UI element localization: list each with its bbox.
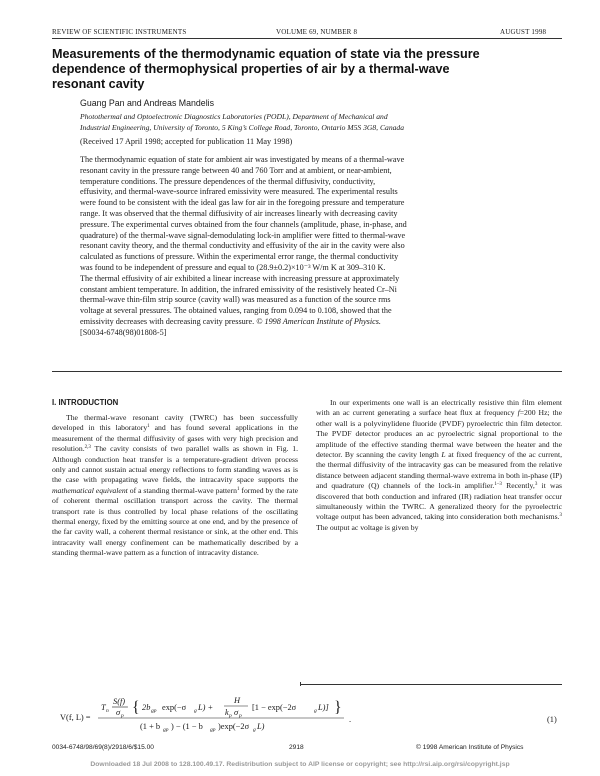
text-run: =200 Hz; the other wall is a polyvinylidene fluoride (PVDF) pyroelectric thin film detector. The PVDF detector produces an ac pyroelectric signal proportional to the amplitude of the effective standing thermal wave between the heater and the detector. By scanning the cavity length [316,408,562,460]
text-run: at fixed frequency of the ac current, the thermal diffusivity of the intracavity gas can be measured from the relative distance between adjacent standing thermal-wave extrema in both in-phase (IP) and quadrature (Q) channels of the lock-in amplifier. [316,450,562,491]
authors: Guang Pan and Andreas Mandelis [80,98,215,108]
abstract-line [80,317,550,328]
eq-den-mid-sub: gp [210,727,216,733]
left-column [52,413,298,559]
eq-right-brace: } [334,699,342,716]
title-line: resonant cavity [52,77,145,91]
eq-exp1: exp(−σ [162,703,187,712]
section-heading: I. INTRODUCTION [52,398,119,407]
equation-1 [52,694,562,738]
text-run: The cavity consists of two parallel walls as shown in Fig. 1. Although conduction heat transfer is a temperature-gradient driven process only and cannot sustain actual energy reflections to form standing waves as is the case with propagating wave fields, the intracavity space supports the [52,444,298,485]
abstract-line: The thermodynamic equation of state for ambient air was investigated by means of a thermal-wave [80,155,405,164]
abstract-rule [52,371,562,372]
citation: 2,3 [84,445,91,451]
text-run: In our experiments one wall is an electrically resistive thin film element with an ac current generating a surface heat flux at frequency [316,398,562,418]
eq-sigma: σ [116,708,121,717]
eq-exp1-tail: L) + [198,703,214,712]
math-var: f [517,408,520,418]
paper-title [52,47,562,92]
doi-code: [S0034-6748(98)01808-5] [80,327,167,337]
header-rule [52,38,562,39]
eq-b-sub: gp [151,708,157,714]
eq-sigma-sub: p [121,713,124,719]
citation: 1–3 [494,482,502,488]
abstract-line: quadrature) of the thermal-wave signal-demodulating lock-in amplifier were fitted to thermal-wave [80,230,406,240]
page-number: 2918 [289,744,304,751]
eq-bracket: [1 − exp(−2σ [252,703,297,712]
text-run: and has found several applications in the measurement of the thermal diffusivity of gases with very high precision and resolution. [52,423,298,454]
citation: 1 [147,424,150,430]
abstract-line: resonant cavity in the pressure range between 40 and 760 Torr and at ambient, or near-ambient, [80,165,392,175]
eq-left-brace: { [132,699,140,716]
column-end-rule [300,684,562,685]
experiment-paragraph [316,398,562,533]
abstract-line: voltage at several pressures. The obtained values, ranging from 0.094 to 0.108, showed that the [80,306,392,316]
title-line: dependence of thermophysical properties of air by a thermal-wave [52,62,450,76]
eq-T: T [101,703,106,712]
eq-kp-sub: p [229,713,232,719]
eq-exp1-sub: g [194,708,197,714]
eq-H: H [234,696,241,705]
footer-code: 0034-6748/98/69(8)/2918/6/$15.00 [52,744,154,751]
eq-bracket-tail: L)] [318,703,329,712]
eq-b: 2b [142,703,151,712]
affiliation-line: Photothermal and Optoelectronic Diagnostics Laboratories (PODL), Department of Mechanical and [80,112,388,121]
abstract-line: were found to be consistent with the ideal gas law for air in the foregoing pressure and temperature [80,198,405,208]
emphasis: mathematical equivalent [52,485,128,495]
copyright-inline: © 1998 American Institute of Physics. [256,316,381,326]
eq-den-end: L) [257,722,265,731]
citation: 1 [236,486,240,492]
abstract-line: temperature conditions. The pressure dependences of the thermal diffusivity, conductivity, [80,176,376,186]
download-notice: Downloaded 18 Jul 2008 to 128.100.49.17. Redistribution subject to AIP license or copyright; see http://rsi.aip.org/rsi/copyright.jsp [90,761,510,768]
volume-number: VOLUME 69, NUMBER 8 [276,28,358,36]
title-line: Measurements of the thermodynamic equation of state via the pressure [52,47,480,61]
eq-bracket-sub: g [314,708,317,714]
eq-den-tail: )exp(−2σ [218,722,250,731]
text-run: formed by the rate of coherent thermal oscillation transport across the cavity. The thermal transport rate is thus controlled by local phase relations of the oscillating thermal energy, fixed by the emitting source at one end, and by the presence of the far cavity wall, a coherent thermal resistance or sink, at the other end. This intracavity wall energy confinement can be mathematically described by a standing thermal-wave pattern as a function of intracavity distance. [52,485,298,558]
abstract-line-text: emissivity decreases with decreasing cavity pressure. [80,316,255,326]
abstract-line: effusivity, and thermal-wave-source infrared emissivity were measured. The experimental results [80,187,398,197]
eq-kp: k [225,708,229,717]
eq-den: (1 + b [140,722,161,731]
eq-Sf: S(f) [113,697,126,706]
abstract-line: range. It was observed that the thermal diffusivity of air increases linearly with decreasing cavity [80,208,398,218]
abstract-line: The thermal effusivity of air exhibited a linear increase with increasing pressure at approximately [80,273,400,283]
abstract-line: was found to be independent of pressure and equal to (28.9±0.2)×10⁻³ W/m K at 309–310 K. [80,262,386,272]
abstract [80,155,550,339]
abstract-line: pressure. The experimental curves obtained from the four channels (amplitude, phase, in-phase, and [80,219,407,229]
eq-period: . [349,715,352,724]
text-run: of a standing thermal-wave pattern [127,485,237,495]
abstract-line: resonant cavity theory, and the thermal conductivity and effusivity of the air in the cavity were also [80,241,405,251]
right-column [316,398,562,533]
citation: 3 [534,482,538,488]
issue-date: AUGUST 1998 [500,28,547,36]
received-dates: (Received 17 April 1998; accepted for publication 11 May 1998) [80,137,293,146]
affiliation [80,111,550,133]
column-end-tick [300,682,301,686]
eq-den-mid: ) − (1 − b [171,722,203,731]
intro-paragraph [52,413,298,559]
eq-den-sub: gp [163,727,169,733]
math-var: L [441,450,446,460]
abstract-line: calculated as functions of pressure. Within the experimental error range, the thermal conductivity [80,252,399,262]
eq-den-tail-sub: g [253,727,256,733]
affiliation-line: Industrial Engineering, University of Toronto, 5 King’s College Road, Toronto, Ontario M5S 3G8, Canada [80,123,405,132]
equation-lhs: V(f, L) = [60,713,91,722]
text-run: it was discovered that both conduction and infrared (IR) radiation heat transfer occur simultaneously within the TWRC. A generalized theory for the pyroelectric voltage output has been advanced, taking into consideration both mechanisms. [316,481,562,522]
text-run: The output ac voltage is given by [316,522,419,532]
text-run: The thermal-wave resonant cavity (TWRC) has been successfully developed in this laboratory [52,413,298,433]
eq-T-sub: n [106,708,109,714]
abstract-line: thermal-wave thin-film strip source (cavity wall) was measured as a function of the source rms [80,295,391,305]
eq-kp-sigma-sub: p [239,713,242,719]
abstract-line: constant ambient temperature. In addition, the infrared emissivity of the resistively heated Cr–Ni [80,284,397,294]
text-run: Recently, [501,481,535,491]
equation-number: (1) [547,715,557,724]
footer-copyright: © 1998 American Institute of Physics [416,744,524,751]
citation: 3 [559,513,562,519]
journal-name: REVIEW OF SCIENTIFIC INSTRUMENTS [52,28,187,36]
eq-kp-sigma: σ [234,708,239,717]
